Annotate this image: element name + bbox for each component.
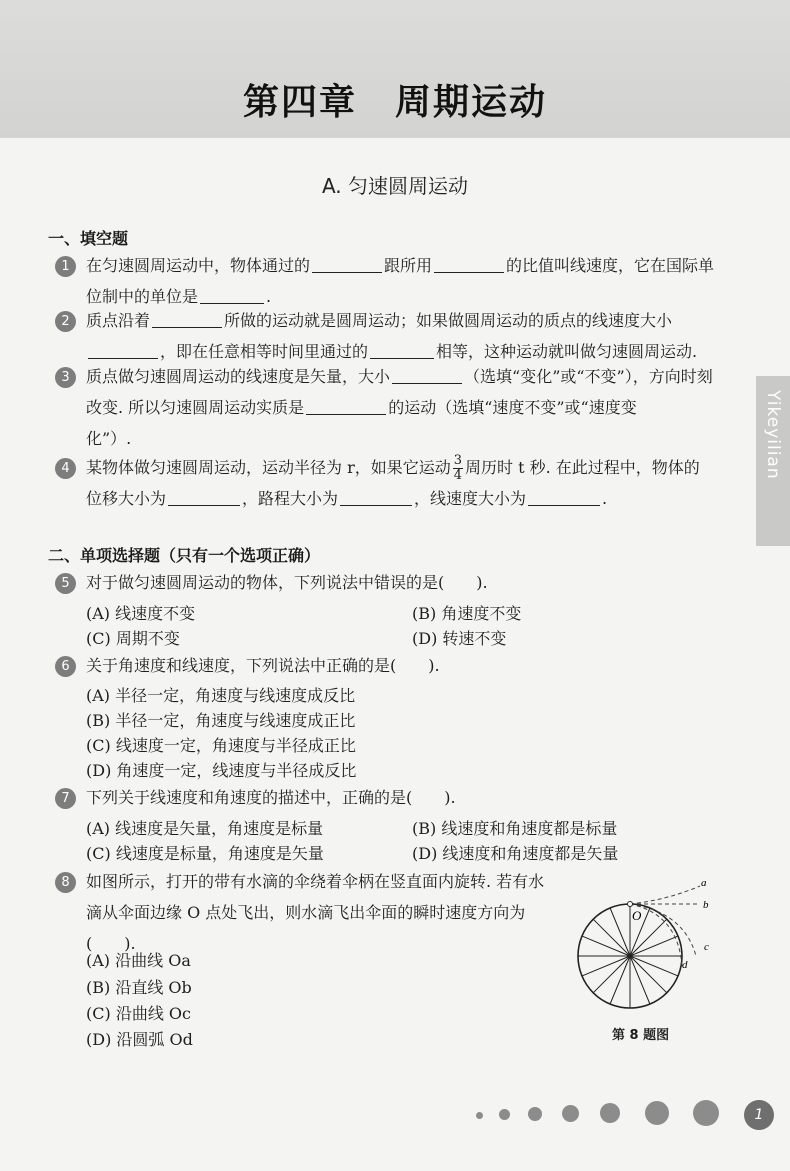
question-number: 8: [55, 872, 76, 893]
q3-text-b: （选填“变化”或“不变”），方向时刻: [464, 367, 713, 386]
q6-option-a[interactable]: (A) 半径一定，角速度与线速度成反比: [86, 686, 356, 705]
q7-option-a[interactable]: (A) 线速度是矢量，角速度是标量: [86, 819, 324, 838]
question-7: [55, 782, 456, 813]
footer-dot: [693, 1100, 719, 1126]
q5-option-c[interactable]: (C) 周期不变: [86, 629, 180, 648]
q4-text-b: 周历时 t 秒. 在此过程中，物体的: [465, 458, 700, 477]
answer-blank[interactable]: [168, 489, 240, 506]
question-5: [55, 567, 488, 598]
part2-heading: 二、单项选择题（只有一个选项正确）: [48, 546, 321, 565]
q5-option-a[interactable]: (A) 线速度不变: [86, 604, 196, 623]
water-drop: [628, 902, 633, 907]
q5-option-b[interactable]: (B) 角速度不变: [412, 604, 522, 623]
q8-option-d[interactable]: (D) 沿圆弧 Od: [86, 1030, 193, 1049]
footer-dot: [476, 1112, 483, 1119]
q3-text-d: 的运动（选填“速度不变”或“速度变: [388, 398, 637, 417]
fraction-denominator: 4: [453, 468, 463, 483]
question-number: 5: [55, 573, 76, 594]
q4-text-d: ，路程大小为: [242, 489, 339, 508]
q1-text-d: 位制中的单位是: [86, 287, 199, 306]
figure-label-a: a: [701, 877, 707, 889]
umbrella-spoke: [630, 956, 667, 993]
q2-text-b: 所做的运动就是圆周运动；如果做圆周运动的质点的线速度大小: [224, 311, 673, 330]
question-number: 6: [55, 656, 76, 677]
fraction-numerator: 3: [453, 453, 463, 468]
q3-text-e: 化”）.: [86, 429, 132, 448]
q2-text-a: 质点沿着: [86, 311, 151, 330]
question-number: 2: [55, 311, 76, 332]
answer-blank[interactable]: [528, 489, 600, 506]
question-number: 1: [55, 256, 76, 277]
q5-option-d[interactable]: (D) 转速不变: [412, 629, 507, 648]
figure-label-o: O: [632, 908, 642, 923]
answer-blank[interactable]: [434, 256, 504, 273]
umbrella-spoke: [593, 956, 630, 993]
footer-dot: [645, 1101, 669, 1125]
side-tab: [756, 376, 790, 546]
q7-option-b[interactable]: (B) 线速度和角速度都是标量: [412, 819, 618, 838]
q1-text-c: 的比值叫线速度，它在国际单: [506, 256, 715, 275]
question-3: [55, 361, 713, 454]
footer-dot: [600, 1103, 620, 1123]
answer-blank[interactable]: [340, 489, 412, 506]
q8-stem-line1: 如图所示，打开的带有水滴的伞绕着伞柄在竖直面内旋转. 若有水: [86, 872, 545, 891]
page-number: 1: [744, 1100, 774, 1130]
question-number: 3: [55, 367, 76, 388]
question-8: [55, 866, 544, 959]
answer-blank[interactable]: [152, 311, 222, 328]
q8-option-a[interactable]: (A) 沿曲线 Oa: [86, 951, 191, 970]
answer-blank[interactable]: [88, 342, 158, 359]
q6-option-d[interactable]: (D) 角速度一定，线速度与半径成反比: [86, 761, 357, 780]
question-number: 4: [55, 458, 76, 479]
umbrella-figure: [572, 870, 722, 1020]
answer-blank[interactable]: [392, 367, 462, 384]
section-title: A. 匀速圆周运动: [321, 174, 469, 198]
q8-stem-line2: 滴从伞面边缘 O 点处飞出，则水滴飞出伞面的瞬时速度方向为: [86, 903, 526, 922]
answer-blank[interactable]: [200, 287, 264, 304]
q4-text-c: 位移大小为: [86, 489, 167, 508]
q1-text-e: .: [266, 287, 272, 306]
answer-blank[interactable]: [306, 398, 386, 415]
q3-text-a: 质点做匀速圆周运动的线速度是矢量，大小: [86, 367, 391, 386]
footer-dot: [528, 1107, 542, 1121]
umbrella-spoke: [593, 919, 630, 956]
q2-text-c: ，即在任意相等时间里通过的: [160, 342, 369, 361]
trajectory-a: [630, 886, 700, 904]
answer-blank[interactable]: [312, 256, 382, 273]
q5-stem: 对于做匀速圆周运动的物体，下列说法中错误的是( ).: [86, 573, 488, 592]
figure-caption: 第 8 题图: [612, 1028, 670, 1043]
q7-stem: 下列关于线速度和角速度的描述中，正确的是( ).: [86, 788, 456, 807]
q7-option-d[interactable]: (D) 线速度和角速度都是矢量: [412, 844, 619, 863]
figure-label-b: b: [703, 899, 709, 911]
question-1: [55, 250, 714, 312]
part1-heading: 一、填空题: [48, 229, 129, 248]
q6-option-c[interactable]: (C) 线速度一定，角速度与半径成正比: [86, 736, 356, 755]
question-2: [55, 305, 697, 367]
q8-option-c[interactable]: (C) 沿曲线 Oc: [86, 1004, 191, 1023]
footer-dot: [562, 1105, 579, 1122]
figure-label-d: d: [682, 959, 688, 971]
q8-option-b[interactable]: (B) 沿直线 Ob: [86, 978, 192, 997]
umbrella-spoke: [630, 919, 667, 956]
chapter-title: 第四章 周期运动: [242, 82, 547, 123]
fraction: [453, 454, 463, 483]
q6-stem: 关于角速度和线速度，下列说法中正确的是( ).: [86, 656, 440, 675]
answer-blank[interactable]: [370, 342, 434, 359]
q3-text-c: 改变. 所以匀速圆周运动实质是: [86, 398, 305, 417]
q4-text-a: 某物体做匀速圆周运动，运动半径为 r，如果它运动: [86, 458, 451, 477]
q2-text-d: 相等，这种运动就叫做匀速圆周运动.: [436, 342, 698, 361]
footer-dot: [499, 1109, 510, 1120]
side-tab-label: Yikeyilian: [763, 390, 783, 480]
question-number: 7: [55, 788, 76, 809]
q8-stem-line3: ( ).: [86, 934, 136, 953]
question-4: [55, 452, 700, 514]
q4-text-e: ，线速度大小为: [414, 489, 527, 508]
q7-option-c[interactable]: (C) 线速度是标量，角速度是矢量: [86, 844, 324, 863]
q1-text-b: 跟所用: [384, 256, 433, 275]
q6-option-b[interactable]: (B) 半径一定，角速度与线速度成正比: [86, 711, 356, 730]
figure-label-c: c: [704, 941, 709, 953]
q4-text-f: .: [602, 489, 608, 508]
question-6: [55, 650, 440, 681]
q1-text-a: 在匀速圆周运动中，物体通过的: [86, 256, 311, 275]
